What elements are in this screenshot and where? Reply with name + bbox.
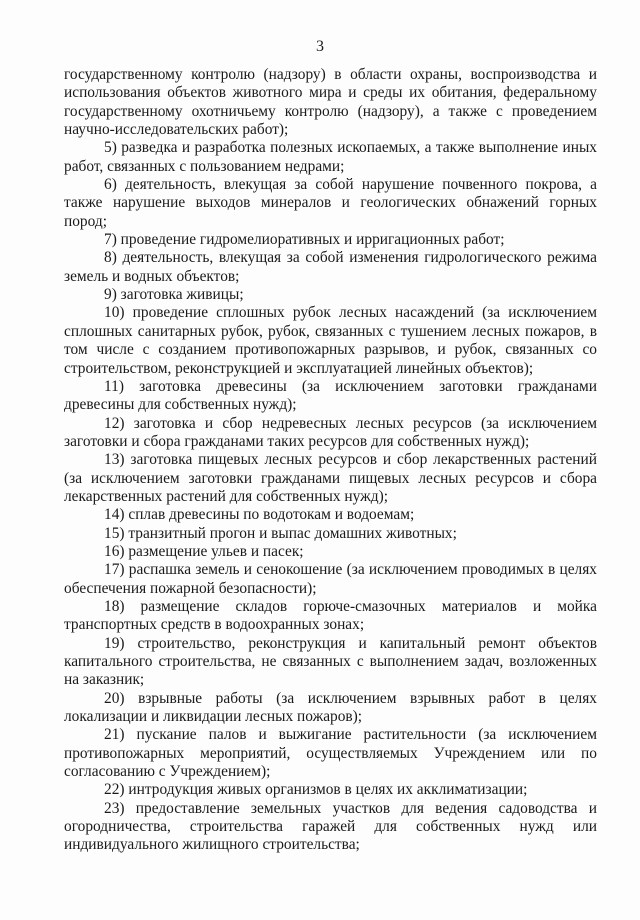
list-item-9: 9) заготовка живицы; <box>104 286 244 304</box>
list-item-20: 20) взрывные работы (за исключением взрывных работ в целях локализации и ликвидации лесных пожаров); <box>64 689 597 726</box>
list-item-7: 7) проведение гидромелиоративных и ирригационных работ; <box>104 231 505 249</box>
list-item-14: 14) сплав древесины по водотокам и водоемам; <box>104 506 415 524</box>
list-item-6: 6) деятельность, влекущая за собой нарушение почвенного покрова, а также нарушение выходов минералов и геологических обнажений горных пород; <box>64 176 597 230</box>
page-number: 3 <box>316 38 324 55</box>
list-item-23: 23) предоставление земельных участков для ведения садоводства и огородничества, строительства гаражей для собственных нужд или индивидуального жилищного строительства; <box>64 799 597 854</box>
list-item-8: 8) деятельность, влекущая за собой изменения гидрологического режима земель и водных объектов; <box>64 249 597 285</box>
list-item-18: 18) размещение складов горюче-смазочных материалов и мойка транспортных средств в водоохранных зонах; <box>64 597 597 634</box>
list-item-16: 16) размещение ульев и пасек; <box>104 542 304 560</box>
list-item-17: 17) распашка земель и сенокошение (за исключением проводимых в целях обеспечения пожарной безопасности); <box>64 561 597 597</box>
list-item-10: 10) проведение сплошных рубок лесных насаждений (за исключением сплошных санитарных рубок, рубок, связанных с тушением лесных пожаров, в том числе с созданием противопожарных разрывов, и рубок, связанных со строительством, реконструкцией и эксплуатацией линейных объектов); <box>64 304 597 377</box>
list-item-21: 21) пускание палов и выжигание растительности (за исключением противопожарных мероприятий, осуществляемых Учреждением или по согласованию с Учреждением); <box>64 726 597 781</box>
paragraph-continuation: государственному контролю (надзору) в области охраны, воспроизводства и использования объектов животного мира и среды их обитания, федеральному государственному охотничьему контролю (надзору), а также с проведением научно-исследовательских работ); <box>64 66 597 139</box>
list-item-12: 12) заготовка и сбор недревесных лесных ресурсов (за исключением заготовки и сбора гражданами таких ресурсов для собственных нужд); <box>64 414 597 450</box>
document-body <box>64 66 597 855</box>
list-item-22: 22) интродукция живых организмов в целях их акклиматизации; <box>104 781 528 799</box>
list-item-11: 11) заготовка древесины (за исключением заготовки гражданами древесины для собственных нужд); <box>64 377 597 414</box>
list-item-15: 15) транзитный прогон и выпас домашних животных; <box>104 524 457 542</box>
list-item-5: 5) разведка и разработка полезных ископаемых, а также выполнение иных работ, связанных с пользованием недрами; <box>64 139 597 175</box>
list-item-19: 19) строительство, реконструкция и капитальный ремонт объектов капитального строительства, не связанных с выполнением задач, возложенных на заказник; <box>64 634 597 689</box>
list-item-13: 13) заготовка пищевых лесных ресурсов и сбор лекарственных растений (за исключением заготовки гражданами пищевых лесных ресурсов и сбора лекарственных растений для собственных нужд); <box>64 451 597 505</box>
